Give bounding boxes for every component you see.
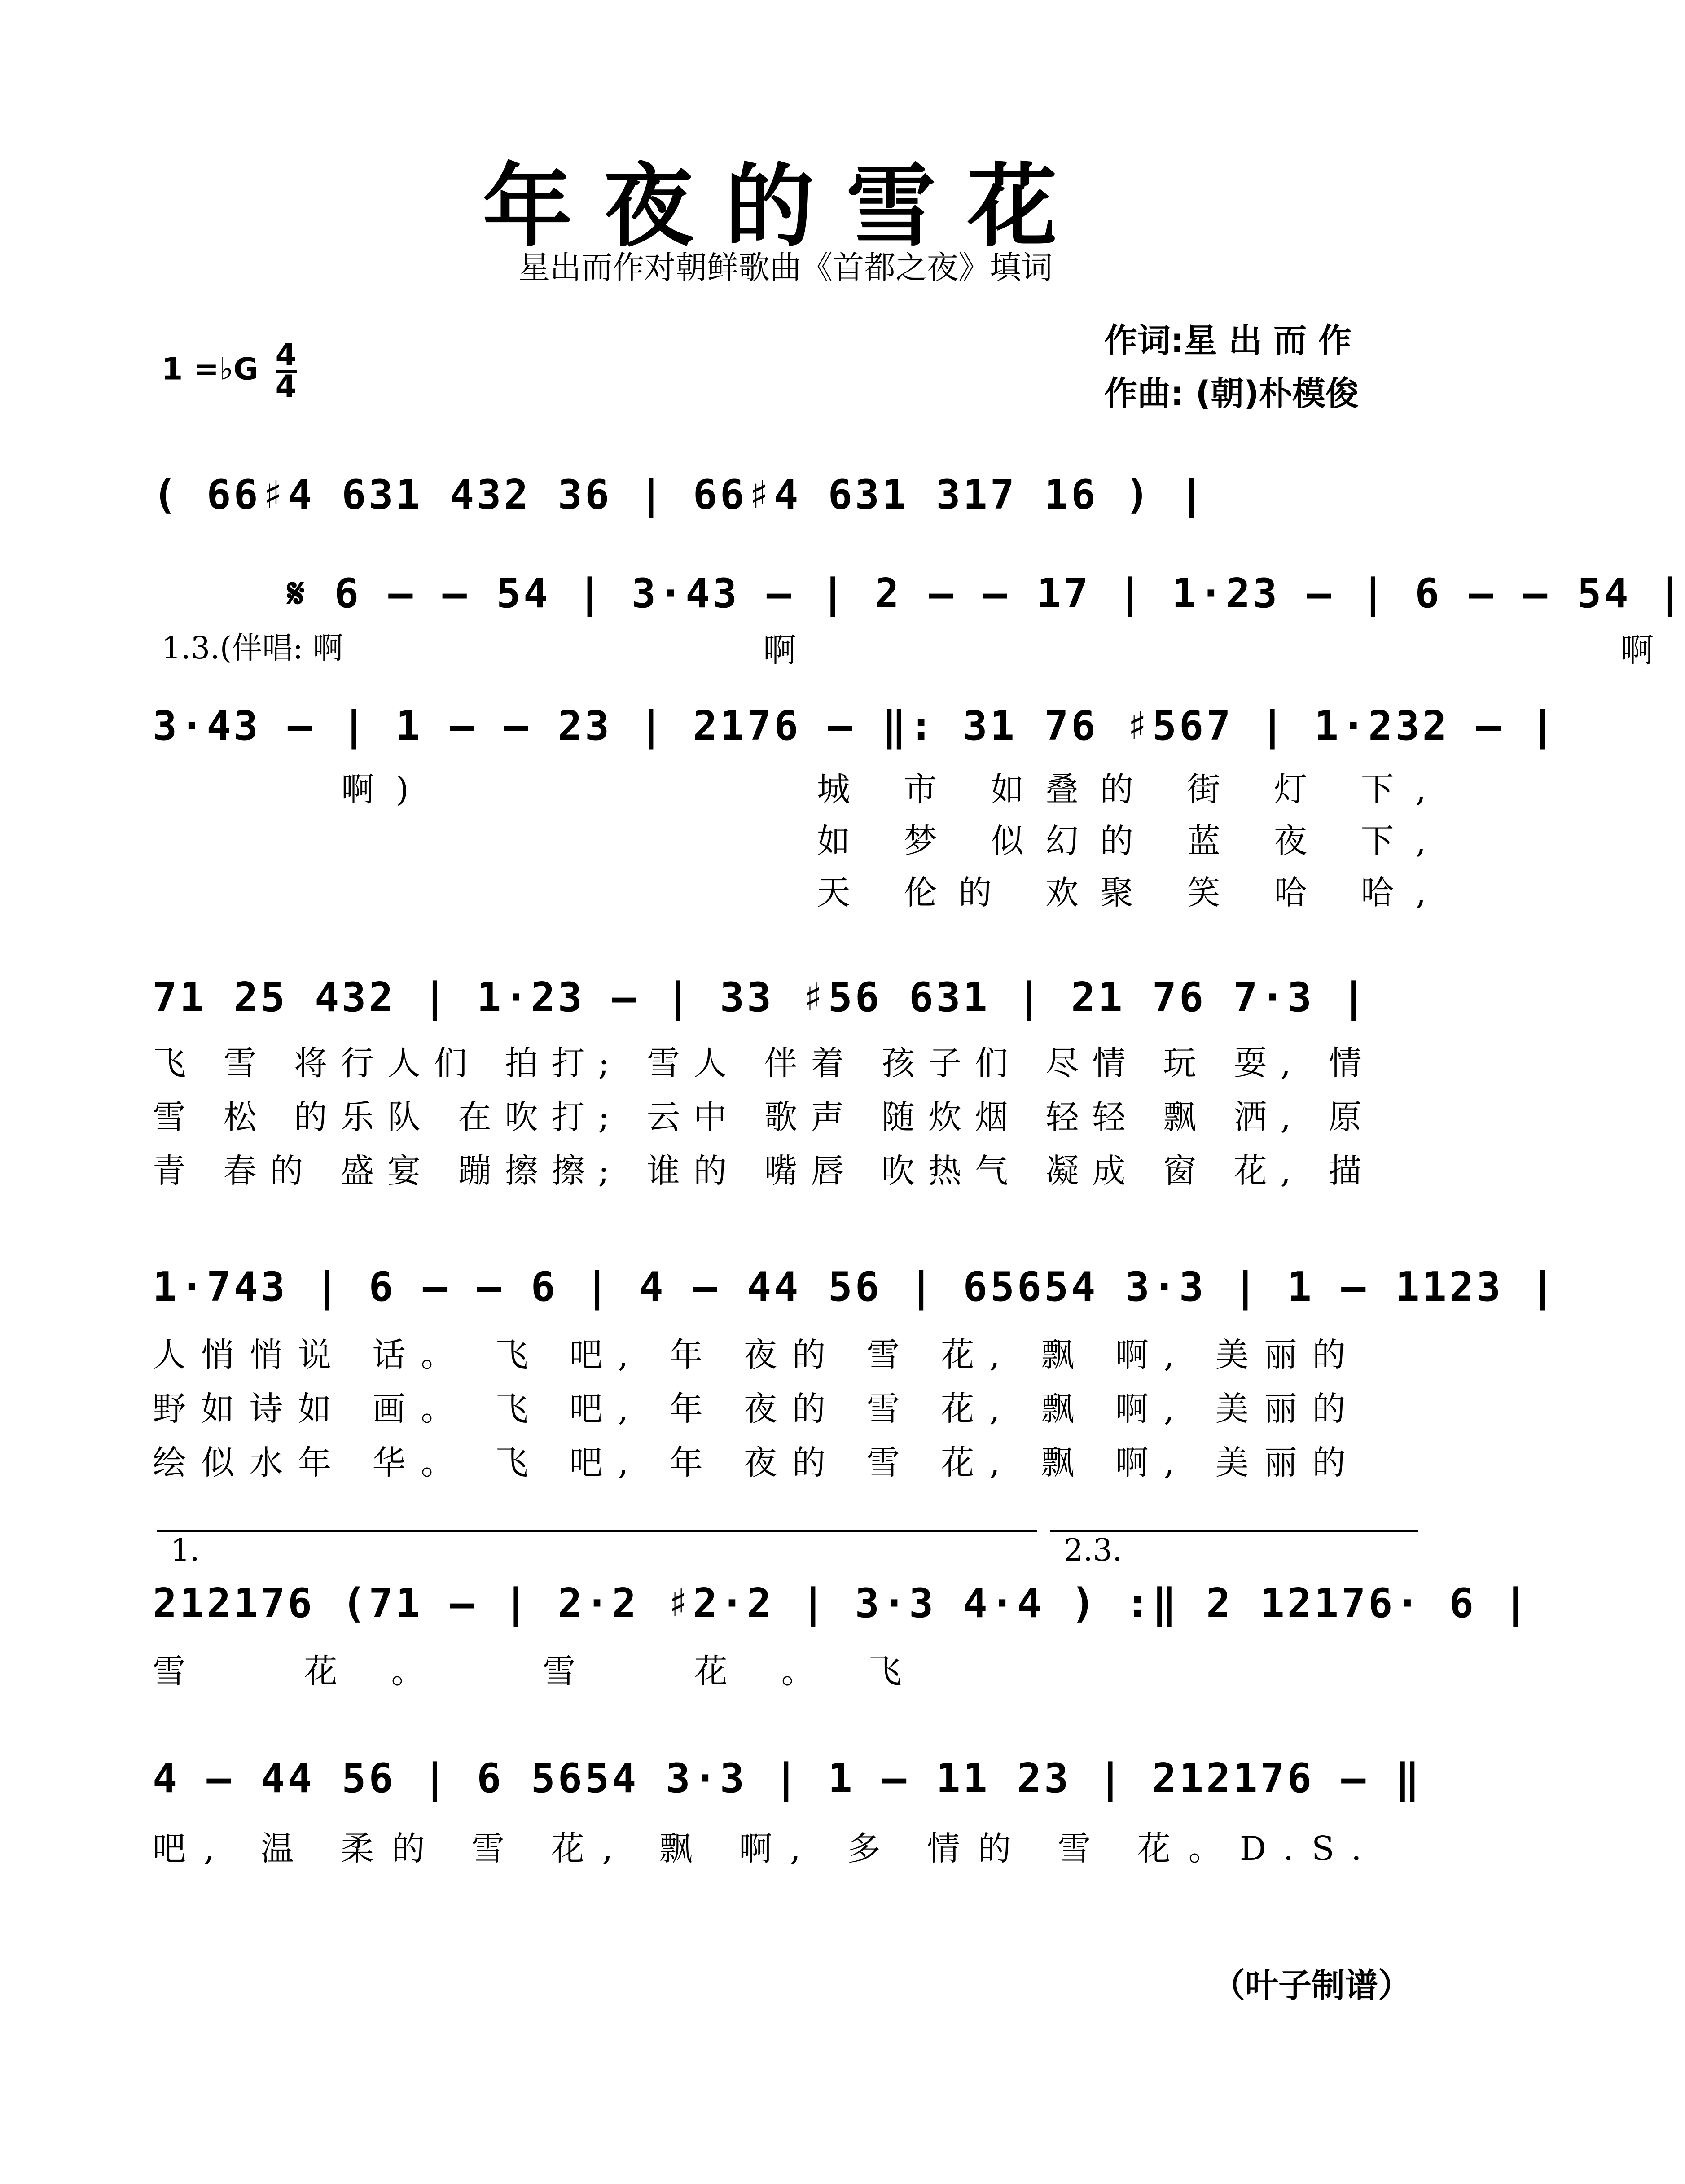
score-row-5: 212176 (71 ‒ | 2·2 ♯2·2 | 3·3 4·4 ) :‖ 2 12176· 6 | <box>153 1580 1531 1627</box>
composer-credit: 作曲: (朝)朴模俊 <box>1104 374 1359 413</box>
score-row-1: 𝄋 6 ‒ ‒ 54 | 3·43 ‒ | 2 ‒ ‒ 17 | 1·23 ‒ | 6 ‒ ‒ 54 | <box>287 570 1685 617</box>
row-3-lyrics-2: 青 春的 盛宴 蹦擦擦; 谁的 嘴唇 吹热气 凝成 窗 花, 描 <box>153 1152 1375 1190</box>
score-row-6: 4 ‒ 44 56 | 6 5654 3·3 | 1 ‒ 11 23 | 212176 ‒ ‖ <box>153 1755 1422 1802</box>
row-2-lyrics-3: 天 伦的 欢聚 笑 哈 哈, <box>817 873 1448 912</box>
volta-1-bracket <box>157 1530 1037 1532</box>
row-5-lyrics: 雪 花。 雪 花。飞 <box>153 1652 956 1691</box>
key-label: 1 =♭G <box>162 351 259 387</box>
row-3-lyrics-1: 雪 松 的乐队 在吹打; 云中 歌声 随炊烟 轻轻 飘 洒, 原 <box>153 1098 1375 1136</box>
row-4-lyrics-0: 人悄悄说 话。 飞 吧, 年 夜的 雪 花, 飘 啊, 美丽的 <box>153 1336 1361 1374</box>
volta-1-label: 1. <box>171 1533 200 1568</box>
credits <box>1104 314 1359 420</box>
score-row-2: 3·43 ‒ | 1 ‒ ‒ 23 | 2176 ‒ ‖: 31 76 ♯567 | 1·232 ‒ | <box>153 702 1558 750</box>
row-4-lyrics-1: 野如诗如 画。 飞 吧, 年 夜的 雪 花, 飘 啊, 美丽的 <box>153 1390 1361 1428</box>
song-title: 年夜的雪花 <box>482 153 1088 259</box>
key-signature <box>162 338 297 404</box>
row-2-lyrics-2: 如 梦 似幻的 蓝 夜 下, <box>817 822 1448 860</box>
row-6-lyrics: 吧, 温 柔的 雪 花, 飘 啊, 多 情的 雪 花。D.S. <box>153 1829 1380 1868</box>
row-2-lyrics-1: 城 市 如叠的 街 灯 下, <box>817 770 1448 809</box>
row-3-lyrics-0: 飞 雪 将行人们 拍打; 雪人 伴着 孩子们 尽情 玩 耍, 情 <box>153 1044 1375 1083</box>
row-1-label: 1.3.(伴唱: 啊 <box>162 631 343 666</box>
song-subtitle: 星出而作对朝鲜歌曲《首都之夜》填词 <box>518 249 1053 286</box>
score-maker: （叶子制谱） <box>1212 1966 1411 2005</box>
score-row-3: 71 25 432 | 1·23 ‒ | 33 ♯56 631 | 21 76 7·3 | <box>153 974 1369 1021</box>
score-row-4: 1·743 | 6 ‒ ‒ 6 | 4 ‒ 44 56 | 65654 3·3 | 1 ‒ 1123 | <box>153 1263 1558 1311</box>
row-4-lyrics-2: 绘似水年 华。 飞 吧, 年 夜的 雪 花, 飘 啊, 美丽的 <box>153 1443 1361 1482</box>
volta-2-bracket <box>1050 1530 1418 1532</box>
row-2-lyrics-0: 啊) <box>341 770 430 809</box>
lyricist-credit: 作词:星 出 而 作 <box>1104 321 1352 360</box>
row-1-lyrics: 啊 啊 <box>763 631 1676 670</box>
score-row-intro: ( 66♯4 631 432 36 | 66♯4 631 317 16 ) | <box>153 471 1207 518</box>
volta-2-label: 2.3. <box>1064 1533 1122 1568</box>
time-signature <box>275 338 297 404</box>
time-signature-top: 4 <box>275 338 297 373</box>
time-signature-bottom: 4 <box>275 369 297 404</box>
